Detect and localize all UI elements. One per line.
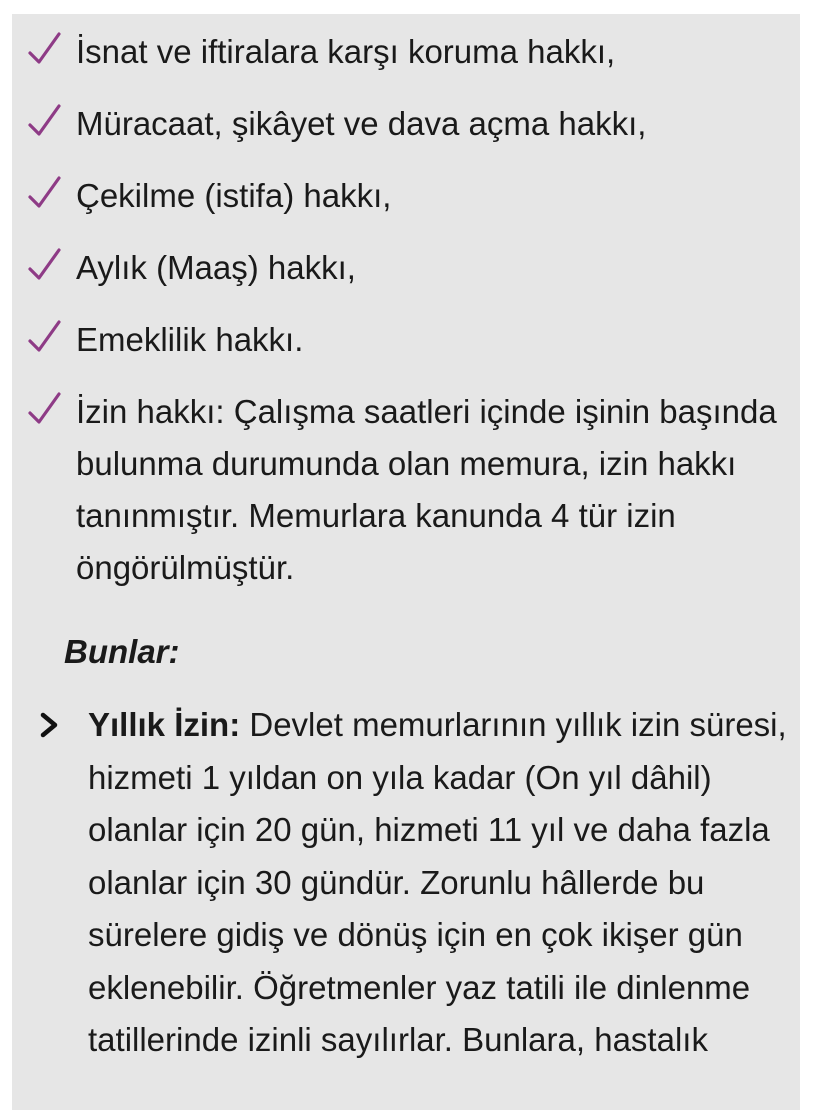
checklist-item	[12, 242, 800, 294]
content-panel	[12, 14, 800, 1110]
checkmark-icon	[28, 245, 62, 285]
checkmark-icon	[28, 317, 62, 357]
checkmark-icon	[28, 101, 62, 141]
checklist-item	[12, 386, 800, 594]
checkmark-icon	[28, 173, 62, 213]
bunlar-heading: Bunlar:	[64, 633, 180, 670]
checklist-item-text: Emeklilik hakkı.	[76, 321, 304, 358]
yillik-izin-title: Yıllık İzin:	[88, 706, 241, 743]
yillik-izin-body: Devlet memurlarının yıllık izin süresi, hizmeti 1 yıldan on yıla kadar (On yıl dâhil) olanlar için 20 gün, hizmeti 11 yıl ve daha fazla olanlar için 30 gündür. Zorunlu hâllerde bu sürelere gidiş ve dönüş için en çok ikişer gün eklenebilir. Öğretmenler yaz tatili ile dinlenme tatillerinde izinli sayılırlar. Bunlara, hastalık	[88, 706, 787, 1058]
checklist-item-text: İsnat ve iftiralara karşı koruma hakkı,	[76, 33, 616, 70]
checklist-item	[12, 170, 800, 222]
checklist-item	[12, 314, 800, 366]
yillik-izin-item	[12, 699, 792, 1067]
checklist-item-text: Müracaat, şikâyet ve dava açma hakkı,	[76, 105, 647, 142]
rights-checklist	[12, 26, 800, 614]
chevron-right-icon	[38, 699, 64, 751]
checklist-item-text: Çekilme (istifa) hakkı,	[76, 177, 392, 214]
checkmark-icon	[28, 29, 62, 69]
checklist-item	[12, 98, 800, 150]
checkmark-icon	[28, 389, 62, 429]
checklist-item-text: Aylık (Maaş) hakkı,	[76, 249, 356, 286]
checklist-item-text: İzin hakkı: Çalışma saatleri içinde işinin başında bulunma durumunda olan memura, izin hakkı tanınmıştır. Memurlara kanunda 4 tür izin öngörülmüştür.	[76, 393, 777, 586]
checklist-item	[12, 26, 800, 78]
